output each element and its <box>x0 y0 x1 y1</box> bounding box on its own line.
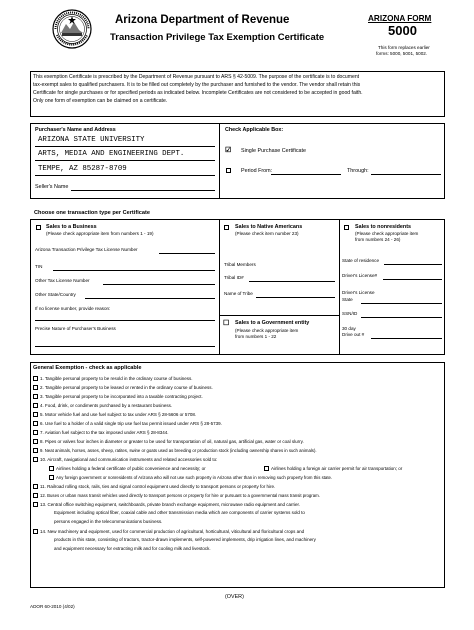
other-state-label: Other State/Country <box>35 292 76 297</box>
exemption-checkbox-4[interactable] <box>33 403 38 408</box>
form-code: ADOR 60-2010 (4/02) <box>30 604 75 609</box>
arizona-state-seal <box>52 9 92 49</box>
state-residence-label: State of residence <box>342 258 380 263</box>
exemption-item-14[interactable]: 14. New machinery and equipment, used for commercial production of agricultural, horticultural, viticultural and floricultural crops and <box>33 528 304 534</box>
exemption-checkbox-5[interactable] <box>33 412 38 417</box>
general-heading: General Exemption - check as applicable <box>33 365 142 371</box>
exemption-checkbox-9[interactable] <box>33 448 38 453</box>
exemption-item-14-cont-1: products in this state, consisting of tractors, tractor-drawn implements, self-powered implements, drip irrigation lines, and machinery <box>54 537 316 542</box>
exemption-checkbox-8[interactable] <box>33 439 38 444</box>
exemption-checkbox-7[interactable] <box>33 430 38 435</box>
drive-out-label-1: 30 day <box>342 326 356 331</box>
no-license-reason-field[interactable] <box>35 320 215 321</box>
single-purchase-checkbox[interactable]: ☑ <box>225 147 232 154</box>
exemption-item-11[interactable]: 11. Railroad rolling stock, rails, ties and signal control equipment used directly to transport persons or property for hire. <box>33 483 275 489</box>
tin-label: TIN <box>35 264 43 269</box>
purchaser-label: Purchaser's Name and Address <box>35 127 116 133</box>
agency-title: Arizona Department of Revenue <box>115 14 290 26</box>
over-note: (OVER) <box>225 594 244 600</box>
period-checkbox[interactable] <box>226 168 231 173</box>
drivers-license-label: Driver's License# <box>342 273 378 278</box>
exemption-checkbox-3[interactable] <box>33 394 38 399</box>
purchaser-address-field[interactable]: TEMPE, AZ 85287-8709 <box>38 165 127 173</box>
exemption-item-13[interactable]: 13. Central office switching equipment, switchboards, private branch exchange equipment, microwave radio equipment and carrier. <box>33 501 300 507</box>
single-purchase-label: Single Purchase Certificate <box>241 148 307 154</box>
form-number: 5000 <box>388 23 417 38</box>
tin-field[interactable] <box>53 270 215 271</box>
nature-business-field[interactable] <box>35 346 215 347</box>
exemption-item-13-cont-2: persons engaged in the telecommunications business. <box>54 519 163 524</box>
intro-box <box>30 71 445 117</box>
exemption-checkbox-12[interactable] <box>33 493 38 498</box>
tpt-license-label: Arizona Transaction Privilege Tax License Number <box>35 247 138 252</box>
exemption-item-10c[interactable]: Any foreign government or nonresidents of Arizona who will not use such property in Arizona other than in removing such property from this state. <box>49 474 332 480</box>
tribal-members-label: Tribal Members <box>224 262 256 267</box>
period-from-field[interactable] <box>271 174 341 175</box>
replaces-note-2: forms: 5000, 5001, 5002. <box>376 51 428 56</box>
exemption-item-13-cont-1: Equipment including optical fiber, coaxial cable and other transmission media which are components of carrier systems sold to <box>54 510 305 515</box>
exemption-checkbox-10b[interactable] <box>264 466 269 471</box>
transaction-heading: Choose one transaction type per Certificate <box>34 210 150 216</box>
exemption-item-7[interactable]: 7. Aviation fuel subject to the tax imposed under ARS § 28-8344. <box>33 429 169 435</box>
exemption-item-12[interactable]: 12. Buses or urban mass transit vehicles used directly to transport persons or property for hire or pursuant to a governmental mass transit program. <box>33 492 320 498</box>
exemption-checkbox-11[interactable] <box>33 484 38 489</box>
government-sub-2: from numbers 1 - 22 <box>235 334 277 339</box>
ssn-id-field[interactable] <box>361 317 442 318</box>
through-label: Through: <box>347 168 369 174</box>
nonresident-title: Sales to nonresidents <box>355 224 412 230</box>
exemption-item-1[interactable]: 1. Tangible personal property to be resold in the ordinary course of business. <box>33 375 193 381</box>
exemption-item-10a[interactable]: Airlines holding a federal certificate of public convenience and necessity; or <box>49 465 206 471</box>
ssn-id-label: SSN/ID <box>342 311 358 316</box>
seller-name-label: Seller's Name <box>35 184 69 190</box>
exemption-checkbox-13[interactable] <box>33 502 38 507</box>
seller-name-field[interactable] <box>71 190 215 191</box>
dl-state-label-2: State <box>342 297 353 302</box>
tribe-name-field[interactable] <box>256 297 335 298</box>
intro-line-4: Only one form of exemption can be claimed on a certificate. <box>33 98 168 104</box>
business-title: Sales to a Business <box>46 224 97 230</box>
purchaser-name-field[interactable]: ARIZONA STATE UNIVERSITY <box>38 136 145 144</box>
other-state-field[interactable] <box>85 298 215 299</box>
drivers-license-field[interactable] <box>383 279 442 280</box>
intro-line-2: tax-exempt sales to qualified purchasers. It is to be filled out completely by the purchaser and furnished to the vendor. The vendor shall retain this <box>33 82 361 88</box>
exemption-checkbox-14[interactable] <box>33 529 38 534</box>
exemption-checkbox-10a[interactable] <box>49 466 54 471</box>
exemption-item-2[interactable]: 2. Tangible personal property to be leased or rented in the ordinary course of business. <box>33 384 213 390</box>
exemption-checkbox-6[interactable] <box>33 421 38 426</box>
exemption-checkbox-10[interactable] <box>33 457 38 462</box>
tribal-id-field[interactable] <box>249 281 335 282</box>
no-license-reason-label: If no license number, provide reason: <box>35 306 111 311</box>
exemption-checkbox-1[interactable] <box>33 376 38 381</box>
exemption-item-10b[interactable]: Airlines holding a foreign air carrier permit for air transportation; or <box>264 465 402 471</box>
form-label: ARIZONA FORM <box>368 14 432 23</box>
form-title: Transaction Privilege Tax Exemption Certificate <box>110 32 325 43</box>
native-title: Sales to Native Americans <box>235 224 303 230</box>
purchaser-section <box>30 123 445 199</box>
tpt-license-field[interactable] <box>159 253 215 254</box>
state-residence-field[interactable] <box>384 264 442 265</box>
exemption-item-8[interactable]: 8. Pipes or valves four inches in diameter or greater to be used for transportation of oil, natural gas, artificial gas, water or coal slurry. <box>33 438 304 444</box>
exemption-checkbox-2[interactable] <box>33 385 38 390</box>
government-sub-1: (Please check appropriate item <box>235 328 299 333</box>
dl-state-field[interactable] <box>361 303 442 304</box>
tribe-name-label: Name of Tribe <box>224 291 253 296</box>
nature-business-label: Precise Nature of Purchaser's Business <box>35 326 116 331</box>
through-field[interactable] <box>371 174 441 175</box>
government-title: Sales to a Government entity <box>235 320 310 326</box>
nonresident-sub-1: (Please check appropriate item <box>355 231 419 236</box>
tribal-id-label: Tribal ID# <box>224 275 244 280</box>
government-checkbox[interactable]: ☐ <box>223 320 230 327</box>
native-sub: (Please check item number 23) <box>235 231 299 236</box>
nonresident-sub-2: from numbers 24 - 26) <box>355 237 401 242</box>
check-box-label: Check Applicable Box: <box>225 127 284 133</box>
replaces-note-1: This form replaces earlier <box>378 45 430 50</box>
exemption-item-6[interactable]: 6. Use fuel to a holder of a valid single trip use fuel tax permit issued under ARS § 28-5739. <box>33 420 222 426</box>
purchaser-dept-field[interactable]: ARTS, MEDIA AND ENGINEERING DEPT. <box>38 150 185 158</box>
exemption-item-5[interactable]: 5. Motor vehicle fuel and use fuel subject to tax under ARS § 28-5606 or 5708. <box>33 411 196 417</box>
drive-out-label-2: Drive out # <box>342 332 365 337</box>
drive-out-field[interactable] <box>371 338 442 339</box>
exemption-checkbox-10c[interactable] <box>49 475 54 480</box>
exemption-item-3[interactable]: 3. Tangible personal property to be incorporated into a taxable contracting project. <box>33 393 203 399</box>
exemption-item-10[interactable]: 10. Aircraft, navigational and communication instruments and related accessories sold to: <box>33 456 217 462</box>
native-checkbox[interactable] <box>224 225 229 230</box>
other-license-label: Other Tax License Number <box>35 278 90 283</box>
exemption-item-9[interactable]: 9. Neat animals, horses, asses, sheep, ratites, swine or goats used as breeding or production stock (including ownership shares in such animals). <box>33 447 317 453</box>
period-from-label: Period From: <box>241 168 273 174</box>
business-checkbox[interactable] <box>36 225 41 230</box>
general-section <box>30 362 445 588</box>
business-sub: (Please check appropriate item from numbers 1 - 19) <box>46 231 154 236</box>
exemption-item-14-cont-2: and equipment necessary for extracting milk and for cooling milk and livestock. <box>54 546 211 551</box>
dl-state-label-1: Driver's License <box>342 290 375 295</box>
transaction-section <box>30 219 445 355</box>
intro-line-1: This exemption Certificate is prescribed by the Department of Revenue pursuant to ARS § 42-5009. The purpose of the certificate is to document <box>33 74 360 80</box>
other-license-field[interactable] <box>103 284 215 285</box>
intro-line-3: Certificate for single purchases or for specified periods as indicated below. Incomplete Certificates are not considered to be accepted in good faith. <box>33 90 363 96</box>
exemption-item-4[interactable]: 4. Food, drink, or condiments purchased by a restaurant business. <box>33 402 172 408</box>
nonresident-checkbox[interactable] <box>344 225 349 230</box>
